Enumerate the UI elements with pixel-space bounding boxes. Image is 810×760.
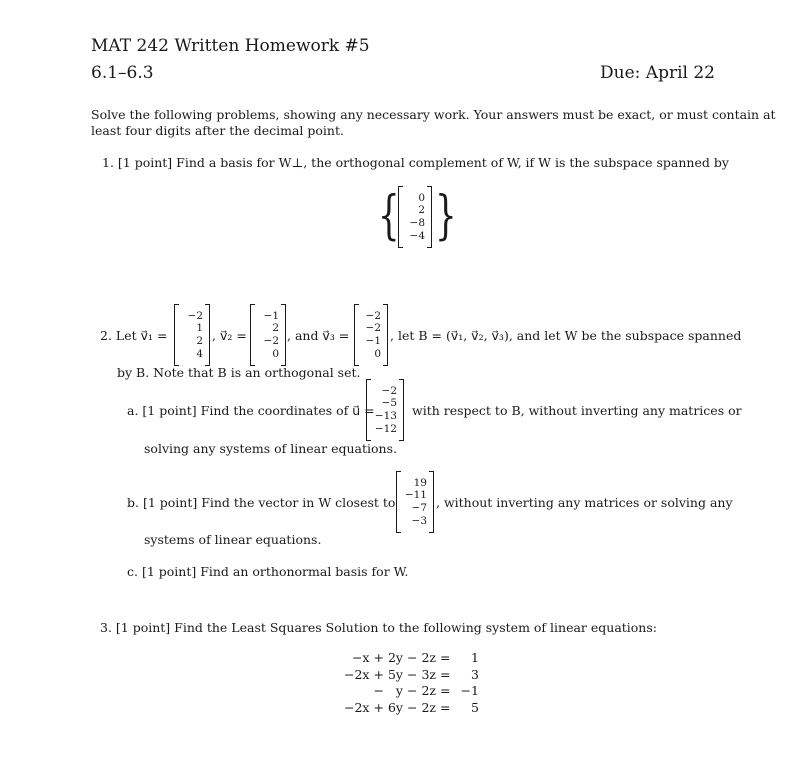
vector-u [366, 379, 404, 441]
vector-entry: −13 [374, 410, 397, 422]
y-term: y [395, 683, 403, 699]
section-range: 6.1–6.3 [91, 63, 154, 83]
part-b-line-2: systems of linear equations. [144, 532, 322, 547]
page-title: MAT 242 Written Homework #5 [91, 36, 370, 56]
vector-entry: 2 [418, 204, 425, 217]
z-term: 2z [421, 683, 437, 699]
equals-sign: = [440, 666, 451, 682]
vector-entry: −2 [263, 335, 279, 347]
vector-entry: −1 [365, 335, 381, 347]
vector-v1 [174, 304, 210, 366]
part-a-tail: with respect to B, without inverting any matrices or [412, 403, 742, 418]
rhs-value: 3 [470, 666, 479, 682]
problem-2-tail: , let B = (v⃗₁, v⃗₂, v⃗₃), and let W be the subspace spanned [390, 328, 742, 343]
z-term: 2z [421, 650, 437, 665]
part-c-text: c. [1 point] Find an orthonormal basis for W. [127, 564, 409, 579]
problem-2-line-2: by B. Note that B is an orthogonal set. [117, 365, 361, 380]
vector-entry: 0 [418, 191, 425, 204]
rhs-value: 5 [470, 699, 479, 715]
vector-entry: −2 [365, 309, 381, 322]
equals-sign: = [440, 699, 451, 715]
vector-entry: 0 [272, 347, 279, 360]
vector-entry: 0 [374, 347, 381, 360]
instructions-line-1: Solve the following problems, showing any necessary work. Your answers must be exact, or must contain at [91, 107, 776, 122]
equation-row [342, 700, 481, 717]
problem-2-lead: 2. Let v⃗₁ = [100, 328, 168, 343]
z-term: 2z [421, 699, 437, 715]
x-term: −2x [344, 666, 370, 682]
equation-row [342, 650, 481, 667]
vector-entry: −5 [381, 397, 397, 410]
x-term: −x [351, 650, 370, 665]
operator: − [406, 683, 418, 699]
operator: − [406, 666, 418, 682]
vector-entry: −11 [404, 489, 427, 502]
vector-entry: −2 [187, 309, 203, 322]
equation-row [342, 667, 481, 684]
vector-entry: −2 [381, 384, 397, 397]
part-b-tail: , without inverting any matrices or solving any [436, 495, 733, 510]
part-a-line-2: solving any systems of linear equations. [144, 441, 397, 456]
instructions-line-2: least four digits after the decimal point. [91, 123, 344, 138]
vector-entry: −1 [263, 309, 279, 322]
problem-1-text: 1. [1 point] Find a basis for W⊥, the orthogonal complement of W, if W is the subspace spanned by [102, 155, 729, 170]
rhs-value: 1 [470, 650, 479, 665]
due-date: Due: April 22 [600, 63, 715, 83]
vector-entry: 2 [272, 322, 279, 335]
problem-1-vector [398, 186, 432, 248]
vector-v2 [250, 304, 286, 366]
problem-3-text: 3. [1 point] Find the Least Squares Solution to the following system of linear equations: [100, 620, 657, 635]
equation-system [342, 650, 481, 716]
vector-entry: −7 [411, 502, 427, 514]
v3-label: , and v⃗₃ = [287, 328, 350, 343]
equation-row [342, 683, 481, 700]
vector-entry: −8 [409, 217, 425, 229]
right-set-brace: } [435, 185, 457, 247]
equals-sign: = [440, 683, 451, 699]
vector-b [396, 471, 434, 533]
vector-entry: −12 [374, 422, 397, 435]
part-a-text: a. [1 point] Find the coordinates of u⃗ = [127, 403, 375, 418]
vector-entry: −2 [365, 322, 381, 335]
v2-label: , v⃗₂ = [212, 328, 247, 343]
vector-entry: 2 [196, 335, 203, 347]
operator: − [406, 650, 418, 665]
vector-entry: 1 [196, 322, 203, 335]
vector-entry: −3 [411, 514, 427, 527]
left-set-brace: { [378, 185, 400, 247]
equals-sign: = [440, 650, 451, 665]
vector-entry: 19 [413, 476, 427, 489]
part-b-text: b. [1 point] Find the vector in W closest to [127, 495, 396, 510]
x-term: −2x [344, 699, 370, 715]
operator: − [406, 699, 418, 715]
y-term: 5y [387, 666, 403, 682]
vector-v3 [354, 304, 388, 366]
operator: + [373, 699, 384, 715]
y-term: 6y [387, 699, 403, 715]
vector-entry: 4 [196, 347, 203, 360]
y-term: 2y [387, 650, 403, 665]
operator: + [373, 666, 384, 682]
operator: + [373, 650, 384, 665]
x-term [342, 683, 371, 700]
vector-entry: −4 [409, 229, 425, 242]
operator: − [373, 683, 384, 699]
rhs-value: −1 [460, 683, 479, 699]
z-term: 3z [421, 666, 437, 682]
